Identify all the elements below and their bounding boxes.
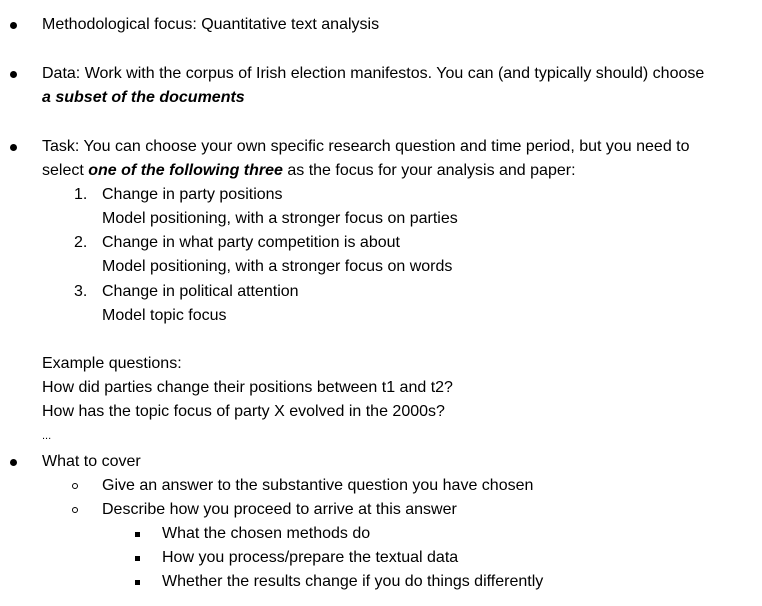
cover-heading: What to cover: [42, 453, 141, 470]
task-line-2: [42, 159, 576, 183]
sub-sub-bullet-marker: [135, 532, 140, 537]
option-detail: Model topic focus: [102, 307, 227, 324]
focus-text: Methodological focus: Quantitative text analysis: [42, 16, 380, 33]
cover-subitem: How you process/prepare the textual data: [162, 549, 459, 566]
cover-subitem: Whether the results change if you do things differently: [162, 573, 544, 590]
option-title: Change in party positions: [102, 186, 283, 203]
cover-item: Describe how you proceed to arrive at this answer: [102, 501, 457, 518]
sub-bullet-marker: [72, 483, 78, 489]
bullet-marker: [10, 459, 17, 466]
option-number: 3.: [74, 283, 88, 300]
option-detail: Model positioning, with a stronger focus on parties: [102, 210, 458, 227]
example-question: How did parties change their positions between t1 and t2?: [42, 379, 453, 396]
sub-sub-bullet-marker: [135, 580, 140, 585]
bullet-marker: [10, 71, 17, 78]
task-emphasis: one of the following three: [88, 162, 283, 179]
cover-subitem: What the chosen methods do: [162, 525, 371, 542]
data-text: Data: Work with the corpus of Irish election manifestos. You can (and typically should) choose: [42, 65, 705, 82]
bullet-marker: [10, 144, 17, 151]
option-title: Change in political attention: [102, 283, 299, 300]
option-title: Change in what party competition is about: [102, 234, 400, 251]
data-emphasis: a subset of the documents: [42, 89, 245, 106]
example-question: How has the topic focus of party X evolved in the 2000s?: [42, 403, 445, 420]
option-number: 1.: [74, 186, 88, 203]
task-line-2-post: as the focus for your analysis and paper:: [282, 162, 576, 179]
cover-item: Give an answer to the substantive question you have chosen: [102, 477, 534, 494]
sub-bullet-marker: [72, 507, 78, 513]
examples-heading: Example questions:: [42, 355, 182, 372]
option-number: 2.: [74, 234, 88, 251]
option-detail: Model positioning, with a stronger focus on words: [102, 258, 453, 275]
examples-ellipsis: ...: [42, 430, 52, 442]
bullet-marker: [10, 22, 17, 29]
task-line-1: Task: You can choose your own specific research question and time period, but you need to: [42, 138, 690, 155]
sub-sub-bullet-marker: [135, 556, 140, 561]
task-line-2-pre: select: [42, 162, 89, 179]
